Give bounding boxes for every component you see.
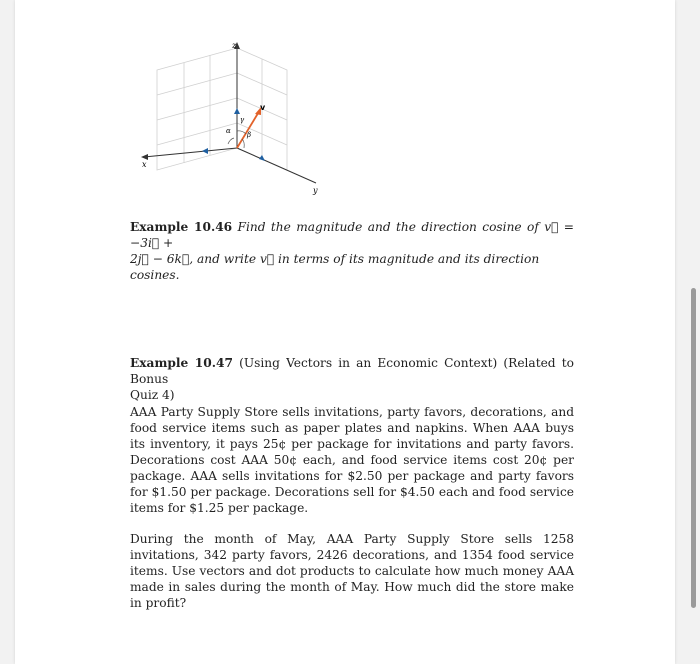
example-10-46	[130, 219, 574, 283]
gamma-label: γ	[240, 116, 245, 124]
example-10-47-subtitle-2: Quiz 4)	[130, 388, 175, 402]
beta-label: β	[247, 131, 252, 139]
example-10-46-line1	[130, 219, 574, 251]
vector-3d-diagram	[130, 30, 330, 200]
vector-v-label: v	[260, 103, 266, 112]
example-10-47	[130, 355, 574, 611]
example-10-47-paragraph-1: AAA Party Supply Store sells invitations, party favors, decorations, and food service items such as paper plates and napkins. When AAA buys its inventory, it pays 25¢ per package for invitations and party favors. Decorations cost AAA 50¢ each, and food service items cost 20¢ per package. AAA sells invitations for $2.50 per package and party favors for $1.50 per package. Decorations sell for $4.50 each and food service items for $1.25 per package.	[130, 405, 574, 515]
alpha-arc	[228, 138, 234, 144]
x-axis	[144, 148, 237, 157]
y-axis	[237, 148, 316, 183]
vertical-scrollbar[interactable]	[691, 288, 696, 608]
example-10-47-title: Example 10.47	[130, 356, 233, 370]
y-axis-label: y	[313, 186, 318, 195]
vector-3d-figure	[130, 30, 330, 200]
example-10-46-text-1: Find the magnitude and the direction cosine of v⃗ = −3i⃗ +	[130, 220, 574, 250]
example-10-47-heading	[130, 355, 574, 387]
alpha-label: α	[226, 127, 231, 135]
gamma-arc	[237, 131, 246, 134]
example-10-46-title: Example 10.46	[130, 220, 233, 234]
z-axis-label: z	[232, 41, 237, 50]
example-10-47-paragraph-2: During the month of May, AAA Party Supply Store sells 1258 invitations, 342 party favors, 2426 decorations, and 1354 food service items. Use vectors and dot products to calculate how much money AAA made in sales during the month of May. How much did the store make in profit?	[130, 532, 574, 610]
x-axis-label: x	[142, 160, 147, 169]
example-10-47-subtitle-1: (Using Vectors in an Economic Context) (Related to Bonus	[130, 356, 574, 386]
example-10-46-text-2: 2j⃗ − 6k⃗, and write v⃗ in terms of its magnitude and its direction cosines.	[130, 252, 540, 282]
